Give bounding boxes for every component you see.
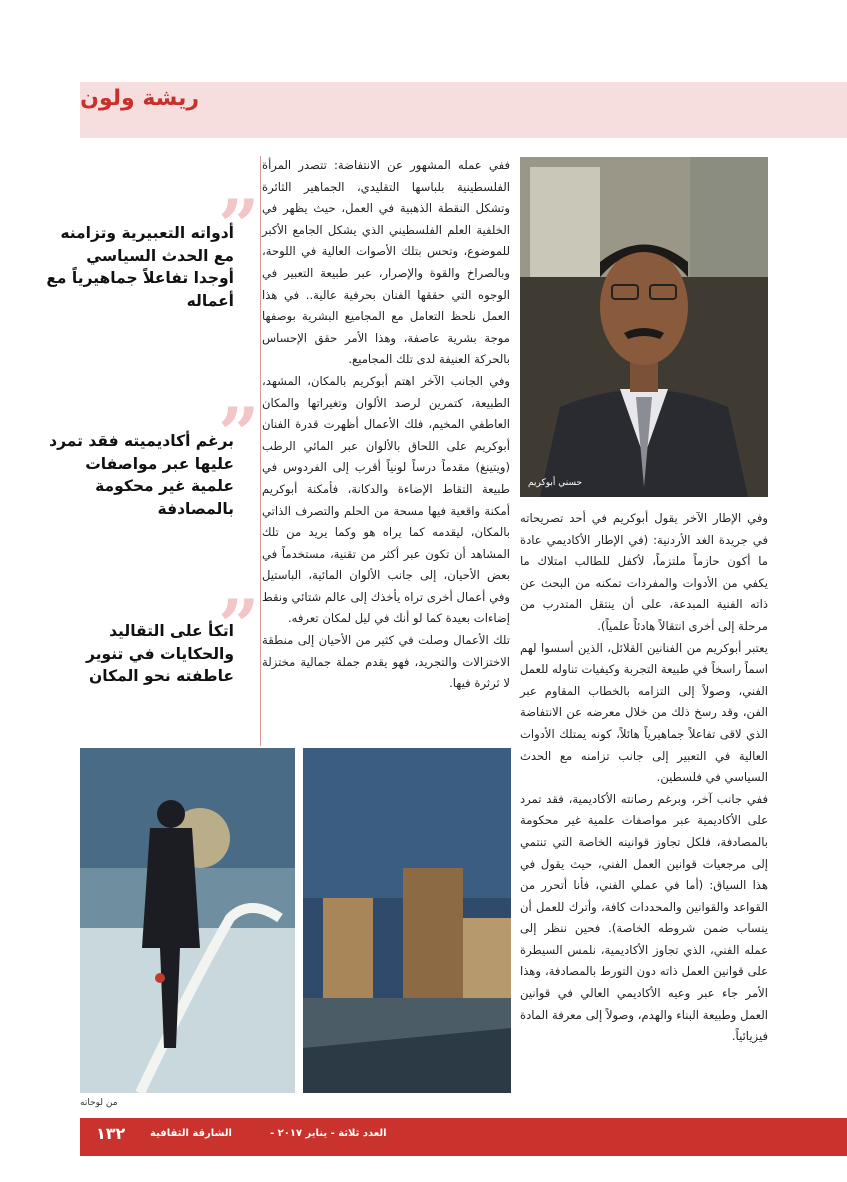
- paragraph: وفي الجانب الآخر اهتم أبوكريم بالمكان، المشهد، الطبيعة، كتمرين لرصد الألوان وتغيراتها والمكان العاطفي المخيم، فلك الأعمال أظهرت قدرة الفنان أبوكريم على اللحاق بالألوان عبر المائي الرطب (ويتينغ) مقدماً درساً لونياً أقرب إلى الفردوس في طبيعة التقاط الإضاءة والدكانة، فأمكنة أبوكريم أمكنة واقعية فيها مسحة من الحلم والتصرف الذاتي بالمكان، ليقدمه كما يراه هو وكما يريد من تلك المشاهد أن تكون عبر أكثر من تقنية، مستخدماً في بعض الأحيان، إلى جانب الألوان المائية، الباستيل وفي أعمال أخرى تراه يأخذك إلى عالم شتائي ونقط إضاءات بعيدة كما لو أنك في ليل لمكان تعرفه.: [262, 373, 510, 626]
- middle-column: [262, 155, 510, 695]
- page-number: ١٣٢: [96, 1124, 126, 1143]
- section-title: ريشة ولون: [80, 86, 199, 111]
- artwork-figure-walking: [80, 748, 295, 1093]
- paragraph: وفي الإطار الآخر يقول أبوكريم في أحد تصريحاته في جريدة الغد الأردنية: (في الإطار الأكاديمي عادة ما أكون حازماً ملتزماً، لأكفل للطالب امتلاك ما يكفي من الأدوات والمفردات تمكنه من البحث عن ذاته الفنية المبدعة، على أن ينتقل المتدرب من مرحلة إلى أخرى انتقالاً هادئاً علمياً).: [520, 511, 768, 633]
- paragraph: تلك الأعمال وصلت في كثير من الأحيان إلى منطقة الاختزالات والتجريد، فهو يقدم جملة جمالية مختزلة لا ثرثرة فيها.: [262, 633, 510, 691]
- photo-caption: حسني أبوكريم: [528, 478, 583, 488]
- artist-portrait: [520, 157, 768, 497]
- footer-magazine: الشارقة الثقافية: [150, 1128, 232, 1139]
- quote-mark-2: ”: [218, 391, 260, 476]
- quote-mark-3: ”: [218, 583, 260, 668]
- artwork-cityscape: [303, 748, 511, 1093]
- portrait-image: [520, 157, 768, 497]
- quote-mark-1: ”: [218, 183, 260, 268]
- column-divider: [260, 156, 261, 746]
- pull-quote-1: أدواته التعبيرية وتزامنه مع الحدث السياسي أوجدا تفاعلاً جماهيرياً مع أعماله: [46, 224, 234, 310]
- artwork-image: [80, 748, 295, 1093]
- right-column: [520, 508, 768, 1048]
- paragraph: يعتبر أبوكريم من الفنانين القلائل، الذين أسسوا لهم اسماً راسخاً في طبيعة التجربة وكيفيات تناوله للعمل الفني، وصولاً إلى التزامه بالخطاب المقاوم عبر الفن، وقد رسخ ذلك من خلال معرضه عن الانتفاضة الذي لاقى تفاعلاً جماهيرياً هائلاً، كونه يمتلك الأدوات العالية في التعبير إلى جانب تزامنه مع الحدث السياسي في فلسطين.: [520, 640, 768, 785]
- paragraph: ففي عمله المشهور عن الانتفاضة: تتصدر المرأة الفلسطينية بلباسها التقليدي، الجماهير الثائرة وتشكل النقطة الذهبية في العمل، حيث يظهر في الخلفية العلم الفلسطيني الذي يشكل الجامع الأكبر للموضوع، وتحس بتلك الأصوات العالية في اللوحة، وبالصراخ والقوة والإصرار، عبر طبيعة التعبير في الوجوه التي حققها الفنان بحرفية عالية.. في هذا العمل نلحظ التعامل مع المجاميع البشرية بوصفها موجة بشرية عاصفة، وهذا الأمر حقق الإحساس بالحركة العنيفة لدى تلك المجاميع.: [262, 158, 510, 367]
- footer-issue: العدد ثلاثة - يناير ٢٠١٧ -: [270, 1128, 387, 1139]
- artworks-caption: من لوحاته: [80, 1098, 118, 1108]
- pull-quote-2: برغم أكاديميته فقد تمرد عليها عبر مواصفات علمية غير محكومة بالمصادفة: [49, 432, 234, 518]
- paragraph: ففي جانب آخر، وبرغم رصانته الأكاديمية، فقد تمرد على الأكاديمية عبر مواصفات علمية غير محكومة بالمصادفة، فلكل تجاوز قوانينه الخاصة التي تنتمي إلى مرجعيات قوانين العمل الفني، حيث يقول في هذا السياق: (أما في عملي الفني، فأنا أتحرر من القواعد والقوانين والمحددات كافة، وأترك للعمل أن ينساب ضمن شروطه الخاصة). فحين ننظر إلى عمله الفني، الذي تجاوز الأكاديمية، نلمس السيطرة على قوانين العمل ذاته دون التورط بالمصادفة، وهذا الأمر جاء عبر وعيه الأكاديمي العالي في قوانين العمل وطبيعة البناء والهدم، وصولاً إلى معرفة المادة فيزيائياً.: [520, 791, 768, 1044]
- artwork-image: [303, 748, 511, 1093]
- pull-quote-3: اتكأ على التقاليد والحكايات في تنوير عاطفته نحو المكان: [86, 622, 234, 685]
